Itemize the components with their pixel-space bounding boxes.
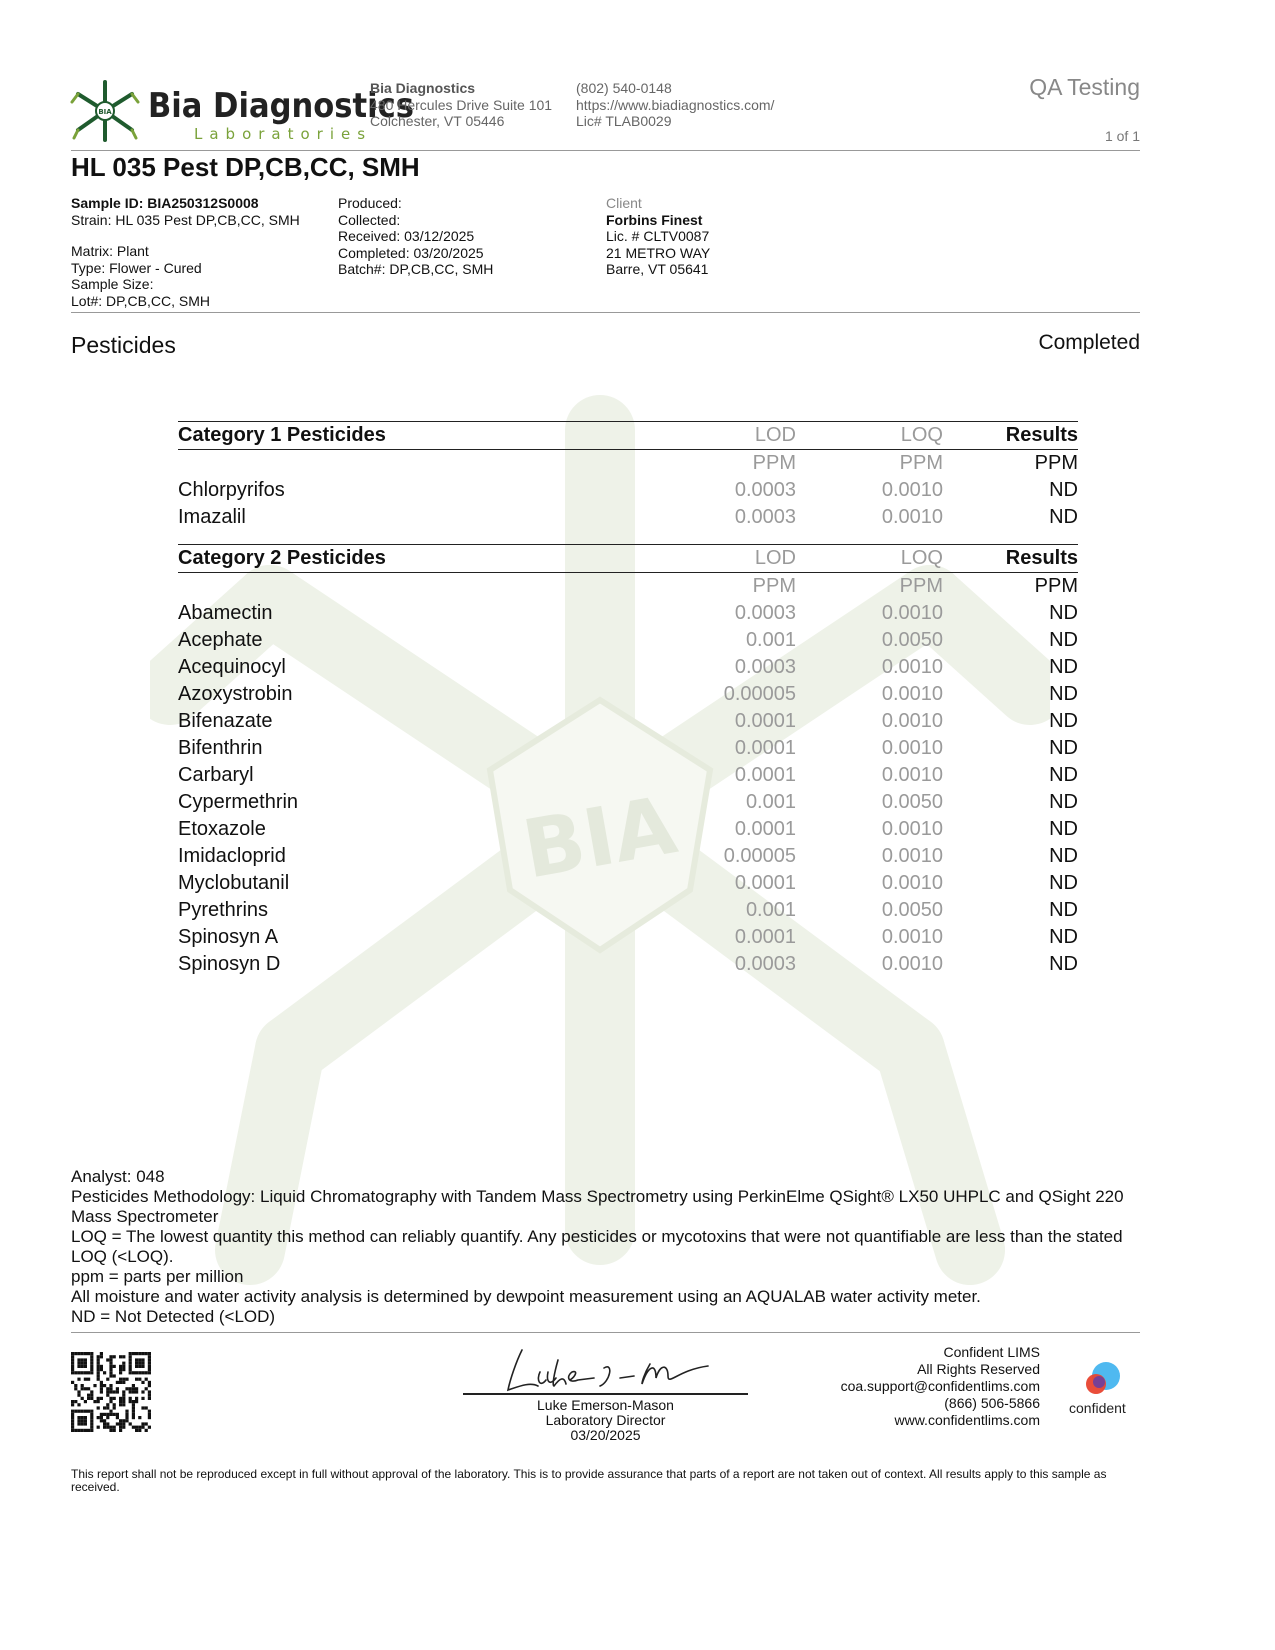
loq-value: 0.0010 xyxy=(881,845,943,867)
pesticide-name: Imidacloprid xyxy=(178,845,286,867)
loq-value: 0.0010 xyxy=(881,926,943,948)
table-row xyxy=(178,735,1078,762)
date-completed: Completed: 03/20/2025 xyxy=(338,244,484,261)
contact-license: Lic# TLAB0029 xyxy=(576,113,672,129)
loq-unit: PPM xyxy=(899,575,943,597)
note-methodology-cont: Mass Spectrometer xyxy=(71,1207,219,1226)
table-row xyxy=(178,708,1078,735)
address-line-3: Colchester, VT 05446 xyxy=(370,113,505,129)
client-info xyxy=(606,195,710,278)
info-divider xyxy=(71,312,1140,313)
table-row xyxy=(178,681,1078,708)
lims-name: Confident LIMS xyxy=(943,1344,1040,1360)
table-row xyxy=(178,870,1078,897)
lod-header: LOD xyxy=(678,545,796,573)
sample-type: Type: Flower - Cured xyxy=(71,259,202,276)
contact-website[interactable]: https://www.biadiagnostics.com/ xyxy=(576,96,775,113)
table-row xyxy=(178,897,1078,924)
pesticide-name: Bifenthrin xyxy=(178,737,263,759)
bia-logo-icon xyxy=(70,78,140,144)
lod-value: 0.001 xyxy=(745,899,796,921)
loq-header: LOQ xyxy=(796,545,943,573)
table-row xyxy=(178,504,1078,531)
loq-value: 0.0010 xyxy=(881,683,943,705)
result-value: ND xyxy=(1049,791,1078,813)
table-row xyxy=(178,627,1078,654)
note-ppm: ppm = parts per million xyxy=(71,1267,244,1286)
pesticide-name: Myclobutanil xyxy=(178,872,290,894)
results-unit: PPM xyxy=(1034,452,1078,474)
lod-value: 0.00005 xyxy=(723,683,796,705)
lod-value: 0.0001 xyxy=(734,764,796,786)
lod-value: 0.001 xyxy=(745,791,796,813)
lod-value: 0.0001 xyxy=(734,710,796,732)
loq-value: 0.0050 xyxy=(881,899,943,921)
category-2-header xyxy=(178,545,1078,573)
pesticide-name: Pyrethrins xyxy=(178,899,269,921)
loq-value: 0.0010 xyxy=(881,737,943,759)
loq-value: 0.0050 xyxy=(881,791,943,813)
loq-unit: PPM xyxy=(899,452,943,474)
sample-id: Sample ID: BIA250312S0008 xyxy=(71,195,259,211)
table-row xyxy=(178,816,1078,843)
table-row xyxy=(178,600,1078,627)
results-unit: PPM xyxy=(1034,575,1078,597)
loq-value: 0.0010 xyxy=(881,818,943,840)
batch-number: Batch#: DP,CB,CC, SMH xyxy=(338,261,494,277)
footer-divider xyxy=(71,1332,1140,1333)
lims-phone: (866) 506-5866 xyxy=(944,1395,1040,1411)
result-value: ND xyxy=(1049,656,1078,678)
watermark-text: BIA xyxy=(516,778,683,897)
results-header: Results xyxy=(943,422,1078,450)
category-1-table xyxy=(178,421,1078,531)
loq-value: 0.0010 xyxy=(881,710,943,732)
lims-rights: All Rights Reserved xyxy=(917,1361,1040,1377)
sample-matrix: Matrix: Plant xyxy=(71,243,149,259)
lod-value: 0.00005 xyxy=(723,845,796,867)
table-row xyxy=(178,951,1078,978)
client-license: Lic. # CLTV0087 xyxy=(606,228,710,244)
signature-image xyxy=(500,1342,720,1397)
page-title: HL 035 Pest DP,CB,CC, SMH xyxy=(71,152,420,182)
date-collected: Collected: xyxy=(338,211,401,228)
lab-contact xyxy=(576,80,774,130)
confident-logo-icon xyxy=(1080,1360,1124,1400)
lod-value: 0.0003 xyxy=(734,656,796,678)
pesticide-name: Abamectin xyxy=(178,602,273,624)
category-1-header xyxy=(178,422,1078,450)
pesticide-name: Chlorpyrifos xyxy=(178,479,285,501)
category-2-title: Category 2 Pesticides xyxy=(178,545,678,573)
date-produced: Produced: xyxy=(338,195,402,211)
loq-value: 0.0050 xyxy=(881,629,943,651)
result-value: ND xyxy=(1049,926,1078,948)
result-value: ND xyxy=(1049,629,1078,651)
lod-value: 0.0001 xyxy=(734,818,796,840)
pesticide-name: Acephate xyxy=(178,629,263,651)
note-loq-cont: LOQ (<LOQ). xyxy=(71,1247,174,1266)
loq-value: 0.0010 xyxy=(881,656,943,678)
page-number: 1 of 1 xyxy=(1104,128,1140,144)
section-title: Pesticides xyxy=(71,332,176,358)
section-status: Completed xyxy=(1038,331,1140,354)
result-value: ND xyxy=(1049,602,1078,624)
category-1-title: Category 1 Pesticides xyxy=(178,422,678,450)
signer-role: Laboratory Director xyxy=(545,1412,666,1428)
client-city: Barre, VT 05641 xyxy=(606,261,709,277)
sample-lot: Lot#: DP,CB,CC, SMH xyxy=(71,292,211,309)
client-name: Forbins Finest xyxy=(606,211,703,228)
pesticide-name: Acequinocyl xyxy=(178,656,286,678)
results-header: Results xyxy=(943,545,1078,573)
lod-value: 0.0001 xyxy=(734,737,796,759)
result-value: ND xyxy=(1049,683,1078,705)
lod-value: 0.0001 xyxy=(734,926,796,948)
lod-unit: PPM xyxy=(752,452,796,474)
sample-info xyxy=(71,195,300,309)
loq-value: 0.0010 xyxy=(881,764,943,786)
table-row xyxy=(178,924,1078,951)
note-loq: LOQ = The lowest quantity this method can reliably quantify. Any pesticides or mycotoxins that were not quantifiable are less than the stated xyxy=(71,1227,1123,1246)
result-value: ND xyxy=(1049,899,1078,921)
loq-header: LOQ xyxy=(796,422,943,450)
lab-subtitle: Laboratories xyxy=(194,125,373,143)
result-value: ND xyxy=(1049,872,1078,894)
result-value: ND xyxy=(1049,845,1078,867)
signer-date: 03/20/2025 xyxy=(570,1427,641,1443)
result-value: ND xyxy=(1049,479,1078,501)
methodology-notes xyxy=(71,1167,1140,1327)
header-divider xyxy=(71,150,1140,151)
lims-info xyxy=(841,1344,1040,1429)
sample-strain: Strain: HL 035 Pest DP,CB,CC, SMH xyxy=(71,211,300,228)
lod-header: LOD xyxy=(678,422,796,450)
result-value: ND xyxy=(1049,737,1078,759)
result-value: ND xyxy=(1049,818,1078,840)
lod-value: 0.0003 xyxy=(734,479,796,501)
pesticide-name: Imazalil xyxy=(178,506,246,528)
pesticide-name: Azoxystrobin xyxy=(178,683,293,705)
loq-value: 0.0010 xyxy=(881,479,943,501)
signature-line xyxy=(463,1393,748,1395)
result-value: ND xyxy=(1049,764,1078,786)
pesticide-name: Spinosyn A xyxy=(178,926,279,948)
lod-value: 0.0003 xyxy=(734,602,796,624)
result-value: ND xyxy=(1049,506,1078,528)
address-line-1: Bia Diagnostics xyxy=(370,80,476,96)
bia-badge-text: BIA xyxy=(98,108,112,116)
note-analyst: Analyst: 048 xyxy=(71,1167,165,1186)
pesticide-name: Carbaryl xyxy=(178,764,254,786)
note-moisture: All moisture and water activity analysis is determined by dewpoint measurement using an AQUALAB water activity meter. xyxy=(71,1287,981,1306)
lod-value: 0.0001 xyxy=(734,872,796,894)
sample-size: Sample Size: xyxy=(71,276,154,292)
lab-address xyxy=(370,80,552,130)
units-row xyxy=(178,573,1078,601)
signer-block xyxy=(463,1398,748,1443)
address-line-2: 480 Hercules Drive Suite 101 xyxy=(370,96,553,113)
lab-name: Bia Diagnostics xyxy=(148,86,414,126)
result-value: ND xyxy=(1049,710,1078,732)
table-row xyxy=(178,843,1078,870)
table-row xyxy=(178,789,1078,816)
note-nd: ND = Not Detected (<LOD) xyxy=(71,1307,276,1326)
pesticide-name: Bifenazate xyxy=(178,710,273,732)
date-received: Received: 03/12/2025 xyxy=(338,228,475,244)
client-label: Client xyxy=(606,195,642,211)
qa-testing-label: QA Testing xyxy=(1029,74,1140,100)
lod-value: 0.001 xyxy=(745,629,796,651)
table-row xyxy=(178,654,1078,681)
loq-value: 0.0010 xyxy=(881,506,943,528)
confident-logo-text: confident xyxy=(1069,1400,1126,1416)
lims-website[interactable]: www.confidentlims.com xyxy=(894,1412,1040,1428)
units-row xyxy=(178,450,1078,478)
table-row xyxy=(178,477,1078,504)
pesticide-name: Cypermethrin xyxy=(178,791,299,813)
category-2-table xyxy=(178,544,1078,978)
loq-value: 0.0010 xyxy=(881,872,943,894)
disclaimer: This report shall not be reproduced except in full without approval of the laboratory. This is to provide assurance that parts of a report are not taken out of context. All results apply to this sample as received. xyxy=(71,1467,1107,1494)
contact-phone: (802) 540-0148 xyxy=(576,80,672,96)
signer-name: Luke Emerson-Mason xyxy=(537,1397,674,1413)
note-methodology: Pesticides Methodology: Liquid Chromatography with Tandem Mass Spectrometry using PerkinElme QSight® LX50 UHPLC and QSight 220 xyxy=(71,1187,1124,1206)
lod-value: 0.0003 xyxy=(734,506,796,528)
lod-value: 0.0003 xyxy=(734,953,796,975)
result-value: ND xyxy=(1049,953,1078,975)
sample-dates xyxy=(338,195,493,278)
loq-value: 0.0010 xyxy=(881,602,943,624)
pesticide-name: Etoxazole xyxy=(178,818,266,840)
lims-email[interactable]: coa.support@confidentlims.com xyxy=(840,1378,1040,1394)
table-row xyxy=(178,762,1078,789)
loq-value: 0.0010 xyxy=(881,953,943,975)
qr-code-icon[interactable] xyxy=(71,1352,151,1432)
lod-unit: PPM xyxy=(752,575,796,597)
pesticide-name: Spinosyn D xyxy=(178,953,281,975)
client-street: 21 METRO WAY xyxy=(606,244,711,261)
